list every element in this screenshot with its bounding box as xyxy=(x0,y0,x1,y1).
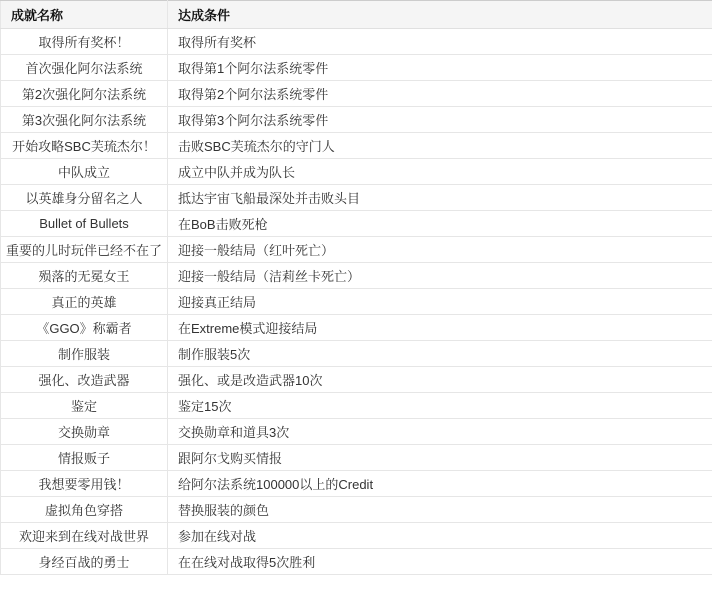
achievement-name: 第3次强化阿尔法系统 xyxy=(1,107,168,133)
achievement-condition: 成立中队并成为队长 xyxy=(168,159,713,185)
table-row xyxy=(1,497,713,523)
header-achievement-condition: 达成条件 xyxy=(168,1,713,29)
achievement-name: 重要的儿时玩伴已经不在了 xyxy=(1,237,168,263)
achievement-condition: 交换勋章和道具3次 xyxy=(168,419,713,445)
achievement-condition: 取得第1个阿尔法系统零件 xyxy=(168,55,713,81)
achievement-name: 我想要零用钱！ xyxy=(1,471,168,497)
achievement-name: 中队成立 xyxy=(1,159,168,185)
table-row xyxy=(1,393,713,419)
table-row xyxy=(1,81,713,107)
achievements-table-body xyxy=(1,29,713,575)
table-row xyxy=(1,55,713,81)
achievement-condition: 在Extreme模式迎接结局 xyxy=(168,315,713,341)
achievement-name: 强化、改造武器 xyxy=(1,367,168,393)
achievement-name: 首次强化阿尔法系统 xyxy=(1,55,168,81)
achievement-name: 交换勋章 xyxy=(1,419,168,445)
table-row xyxy=(1,159,713,185)
table-row xyxy=(1,549,713,575)
achievement-condition: 击败SBC芙琉杰尔的守门人 xyxy=(168,133,713,159)
achievement-condition: 迎接一般结局（洁莉丝卡死亡） xyxy=(168,263,713,289)
achievement-name: 取得所有奖杯！ xyxy=(1,29,168,55)
achievement-condition: 迎接一般结局（红叶死亡） xyxy=(168,237,713,263)
achievement-condition: 抵达宇宙飞船最深处并击败头目 xyxy=(168,185,713,211)
achievement-condition: 参加在线对战 xyxy=(168,523,713,549)
achievement-name: 以英雄身分留名之人 xyxy=(1,185,168,211)
table-row xyxy=(1,341,713,367)
achievement-condition: 在在线对战取得5次胜利 xyxy=(168,549,713,575)
table-row xyxy=(1,315,713,341)
header-achievement-name: 成就名称 xyxy=(1,1,168,29)
table-row xyxy=(1,133,713,159)
achievement-name: 开始攻略SBC芙琉杰尔！ xyxy=(1,133,168,159)
achievement-name: 第2次强化阿尔法系统 xyxy=(1,81,168,107)
achievement-name: 《GGO》称霸者 xyxy=(1,315,168,341)
table-row xyxy=(1,367,713,393)
achievement-condition: 迎接真正结局 xyxy=(168,289,713,315)
achievement-condition: 制作服装5次 xyxy=(168,341,713,367)
table-row xyxy=(1,107,713,133)
achievement-condition: 给阿尔法系统100000以上的Credit xyxy=(168,471,713,497)
achievement-name: Bullet of Bullets xyxy=(1,211,168,237)
table-row xyxy=(1,445,713,471)
achievement-name: 虚拟角色穿搭 xyxy=(1,497,168,523)
achievement-condition: 鉴定15次 xyxy=(168,393,713,419)
achievement-condition: 强化、或是改造武器10次 xyxy=(168,367,713,393)
achievement-condition: 取得所有奖杯 xyxy=(168,29,713,55)
achievement-condition: 替换服装的颜色 xyxy=(168,497,713,523)
achievement-condition: 跟阿尔戈购买情报 xyxy=(168,445,713,471)
table-row xyxy=(1,29,713,55)
achievement-condition: 取得第3个阿尔法系统零件 xyxy=(168,107,713,133)
header-row xyxy=(1,1,713,29)
achievements-table-header xyxy=(1,1,713,29)
achievement-name: 情报贩子 xyxy=(1,445,168,471)
achievement-name: 身经百战的勇士 xyxy=(1,549,168,575)
achievement-name: 欢迎来到在线对战世界 xyxy=(1,523,168,549)
table-row xyxy=(1,523,713,549)
table-row xyxy=(1,185,713,211)
achievement-name: 殒落的无冕女王 xyxy=(1,263,168,289)
table-row xyxy=(1,419,713,445)
achievement-condition: 取得第2个阿尔法系统零件 xyxy=(168,81,713,107)
achievement-condition: 在BoB击败死枪 xyxy=(168,211,713,237)
table-row xyxy=(1,263,713,289)
table-row xyxy=(1,237,713,263)
table-row xyxy=(1,289,713,315)
achievement-name: 制作服装 xyxy=(1,341,168,367)
table-row xyxy=(1,471,713,497)
achievement-name: 鉴定 xyxy=(1,393,168,419)
table-row xyxy=(1,211,713,237)
achievement-name: 真正的英雄 xyxy=(1,289,168,315)
